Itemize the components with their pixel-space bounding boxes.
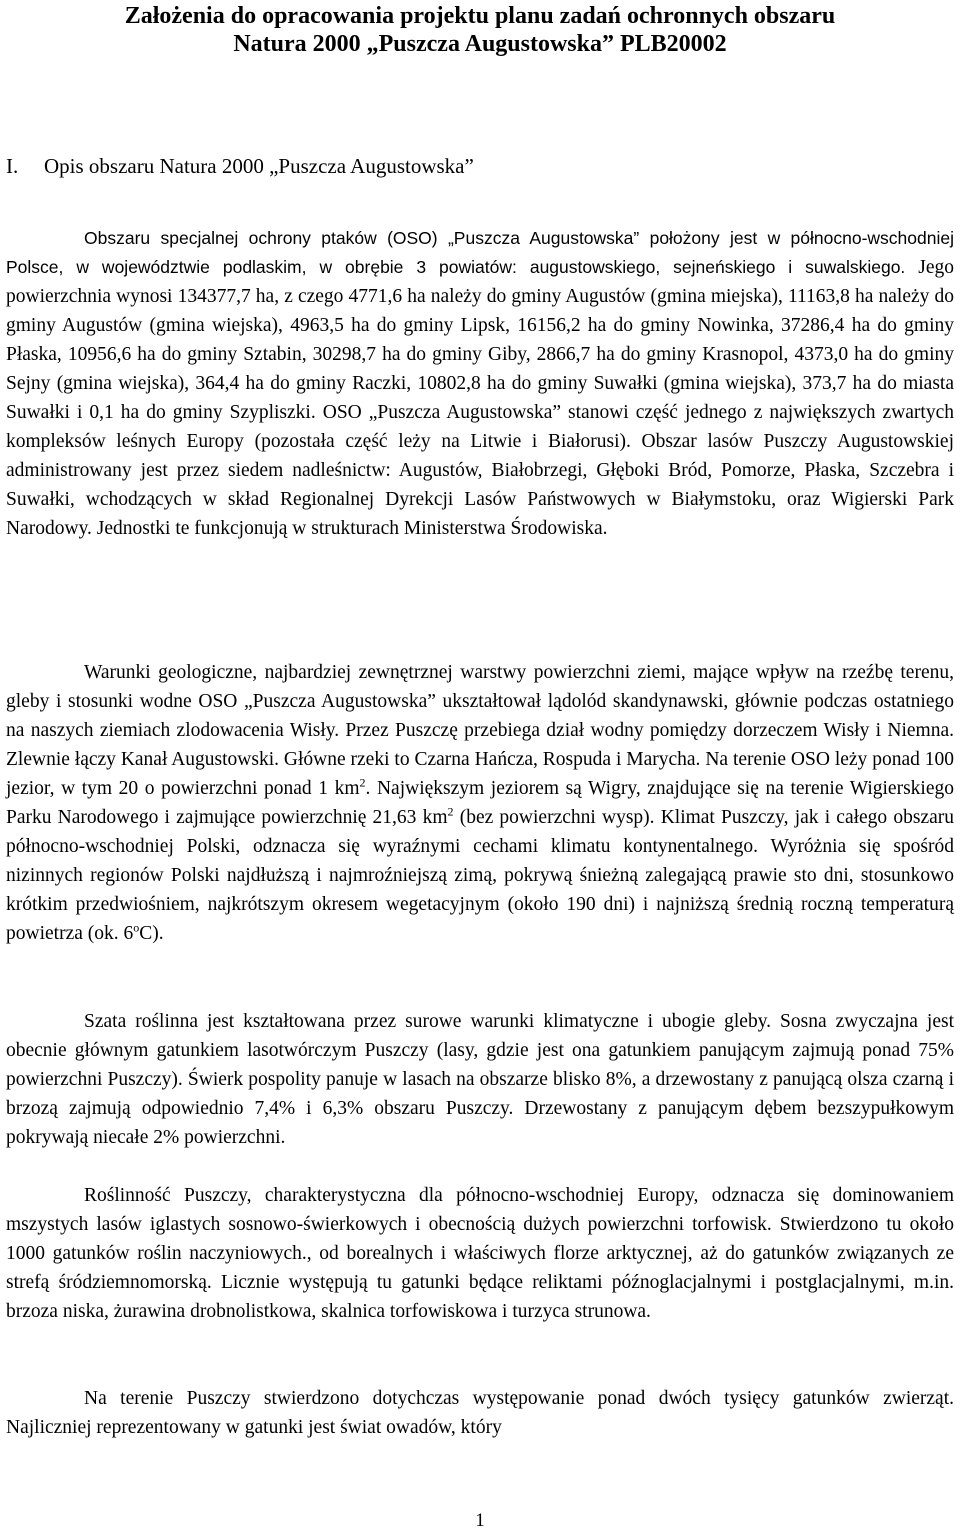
geology-text-c: (bez powierzchni wysp). Klimat Puszczy, jak i całego obszaru północno-wschodniej Polski, odznacza się wyraźnymi cechami klimatu kontynentalnego. Wyróżnia się spośród nizinnych regionów Polski najdłuższą i najmroźniejszą zimą, pokrywą śnieżną zalegającą prawie sto dni, stosunkowo krótkim przedwiośniem, najkrótszym okresem wegetacyjnym (około 190 dni) i najniższą średnią roczną temperaturą powietrza (ok. 6 [6, 807, 954, 944]
paragraph-geology-climate [6, 658, 954, 948]
paragraph-area-location: Obszaru specjalnej ochrony ptaków (OSO) „Puszcza Augustowska” położony jest w północno-wschodniej Polsce, w województwie podlaskim, w obrębie 3 powiatów: augustowskiego, sejneńskiego i suwalskiego. [6, 228, 954, 277]
superscript-km2-a: 2 [359, 775, 366, 790]
title-line-2: Natura 2000 „Puszcza Augustowska” PLB20002 [233, 31, 727, 57]
paragraph-fauna: Na terenie Puszczy stwierdzono dotychczas występowanie ponad dwóch tysięcy gatunków zwierząt. Najliczniej reprezentowany w gatunki jest świat owadów, który [6, 1388, 954, 1438]
paragraph-area-size: Jego powierzchnia wynosi 134377,7 ha, z czego 4771,6 ha należy do gminy Augustów (gmina miejska), 11163,8 ha należy do gminy Augustów (gmina wiejska), 4963,5 ha do gminy Lipsk, 16156,2 ha do gminy Nowinka, 37286,4 ha do gminy Płaska, 10956,6 ha do gminy Sztabin, 30298,7 ha do gminy Giby, 2866,7 ha do gminy Krasnopol, 4373,0 ha do gminy Sejny (gmina wiejska), 364,4 ha do gminy Raczki, 10802,8 ha do gminy Suwałki (gmina wiejska), 373,7 ha do miasta Suwałki i 0,1 ha do gminy Szypliszki. OSO „Puszcza Augustowska” stanowi część jednego z największych zwartych kompleksów leśnych Europy (pozostała część leży na Litwie i Białorusi). Obszar lasów Puszczy Augustowskiej administrowany jest przez siedem nadleśnictw: Augustów, Białobrzegi, Głęboki Bród, Pomorze, Płaska, Szczebra i Suwałki, wchodzących w skład Regionalnej Dyrekcji Lasów Państwowych w Białymstoku, oraz Wigierski Park Narodowy. Jednostki te funkcjonują w strukturach Ministerstwa Środowiska. [6, 257, 955, 539]
page-number: 1 [475, 1510, 485, 1531]
geology-text-b: . Największym jeziorem są Wigry, znajdujące się na terenie Wigierskiego Parku Narodowego i zajmujące powierzchnię 21,63 km [6, 778, 954, 828]
section-number: I. [6, 154, 19, 178]
section-title: Opis obszaru Natura 2000 „Puszcza Augustowska” [44, 154, 474, 178]
paragraph-area-description [6, 224, 954, 543]
geology-text-d: C). [139, 923, 164, 944]
section-heading [6, 153, 474, 179]
superscript-km2-b: 2 [447, 804, 454, 819]
title-line-1: Założenia do opracowania projektu planu zadań ochronnych obszaru [124, 3, 836, 29]
superscript-degree: o [133, 920, 140, 935]
geology-text-a: Warunki geologiczne, najbardziej zewnętrznej warstwy powierzchni ziemi, mające wpływ na rzeźbę terenu, gleby i stosunki wodne OSO „Puszcza Augustowska” ukształtował lądolód skandynawski, głównie podczas ostatniego na naszych ziemiach zlodowacenia Wisły. Przez Puszczę przebiega dział wodny pomiędzy dorzeczem Wisły i Niemna. Zlewnie łączy Kanał Augustowski. Główne rzeki to Czarna Hańcza, Rospuda i Marycha. Na terenie OSO leży ponad 100 jezior, w tym 20 o powierzchni ponad 1 km [6, 662, 954, 799]
paragraph-vegetation: Szata roślinna jest kształtowana przez surowe warunki klimatyczne i ubogie gleby. Sosna zwyczajna jest obecnie głównym gatunkiem lasotwórczym Puszczy (lasy, gdzie jest ona gatunkiem panującym zajmują ponad 75% powierzchni Puszczy). Świerk pospolity panuje w lasach na obszarze blisko 8%, a drzewostany z panującą olsza czarną i brzozą zajmują odpowiednio 7,4% i 6,3% obszaru Puszczy. Drzewostany z panującym dębem bezszypułkowym pokrywają niecałe 2% powierzchni. [6, 1011, 954, 1148]
paragraph-flora: Roślinność Puszczy, charakterystyczna dla północno-wschodniej Europy, odznacza się dominowaniem mszystych lasów iglastych sosnowo-świerkowych i obecnością dużych powierzchni torfowisk. Stwierdzono tu około 1000 gatunków roślin naczyniowych., od borealnych i właściwych florze arktycznej, aż do gatunków związanych ze strefą śródziemnomorską. Licznie występują tu gatunki będące reliktami późnoglacjalnymi i postglacjalnymi, m.in. brzoza niska, żurawina drobnolistkowa, skalnica torfowiskowa i turzyca strunowa. [6, 1185, 954, 1322]
